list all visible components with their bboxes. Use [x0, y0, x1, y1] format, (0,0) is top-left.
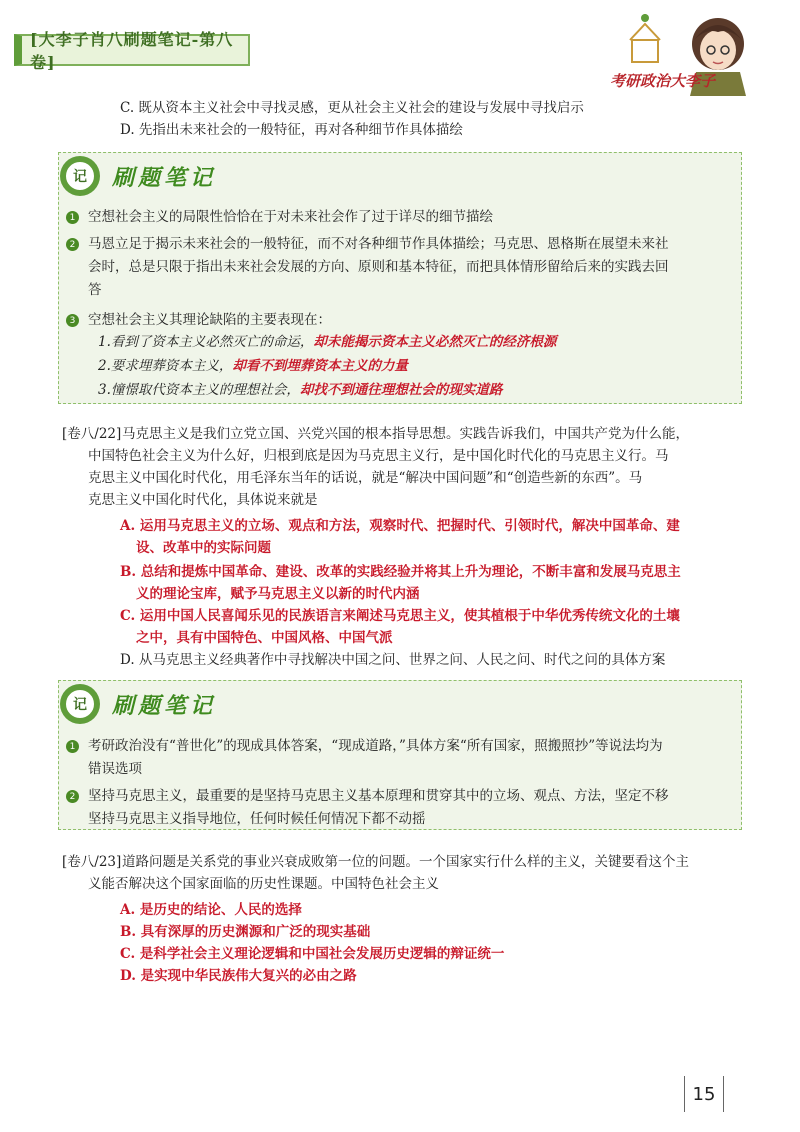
note2-item-2-line-1: 坚持马克思主义，最重要的是坚持马克思主义基本原理和贯穿其中的立场、观点、方法，坚定不移: [88, 788, 669, 804]
note1-sub-1-red: 却未能揭示资本主义必然灭亡的经济根源: [313, 334, 557, 350]
note-heading: 刷题笔记: [112, 692, 217, 719]
q23-option-a: A. 是历史的结论、人民的选择: [120, 902, 302, 918]
note2-item-1-line-1: 考研政治没有“普世化”的现成具体答案，“现成道路，”具体方案“所有国家，照搬照抄”等说法均为: [88, 738, 663, 754]
q22-option-a-line-1: A. 运用马克思主义的立场、观点和方法，观察时代、把握时代、引领时代，解决中国革命、建: [120, 518, 680, 534]
q23-option-b: B. 具有深厚的历史渊源和广泛的现实基础: [120, 924, 371, 940]
note1-sub-2-plain: 2.要求埋葬资本主义，: [98, 358, 233, 374]
logo-text: 考研政治大李子: [610, 72, 716, 90]
note-heading: 刷题笔记: [112, 164, 217, 191]
header-title: [大李子肖八刷题笔记-第八卷]: [30, 30, 234, 72]
note1-item-2-line-1: 马恩立足于揭示未来社会的一般特征，而不对各种细节作具体描绘；马克思、恩格斯在展望未来社: [88, 236, 669, 252]
q22-option-b-line-1: B. 总结和提炼中国革命、建设、改革的实践经验并将其上升为理论，不断丰富和发展马克思主: [120, 564, 681, 580]
note2-item-2-line-2: 坚持马克思主义指导地位，任何时候任何情况下都不动摇: [88, 811, 426, 827]
note1-sub-3-plain: 3.憧憬取代资本主义的理想社会，: [98, 382, 300, 398]
q22-stem-line-3: 克思主义中国化时代化，用毛泽东当年的话说，就是“解决中国问题”和“创造些新的东西”。马: [88, 470, 643, 486]
q22-option-b-line-2: 义的理论宝库，赋予马克思主义以新的时代内涵: [136, 586, 420, 602]
note2-item-1-line-2: 错误选项: [88, 761, 142, 777]
note1-sub-3: [98, 380, 502, 400]
q22-tag: [卷八/22]: [62, 426, 122, 442]
note1-sub-2-red: 却看不到埋葬资本主义的力量: [232, 358, 408, 374]
note1-number-1: 1: [66, 211, 79, 224]
q22-option-d: D. 从马克思主义经典著作中寻找解决中国之问、世界之问、人民之问、时代之问的具体方案: [120, 652, 666, 668]
note1-item-2-line-2: 会时，总是只限于指出未来社会发展的方向、原则和基本特征，而把具体情形留给后来的实践去回: [88, 259, 669, 275]
document-header: [14, 30, 250, 72]
note1-sub-1-plain: 1.看到了资本主义必然灭亡的命运，: [98, 334, 314, 350]
note-badge: 记: [64, 688, 96, 720]
note-title-1: [60, 156, 216, 196]
q21-option-d: D. 先指出未来社会的一般特征，再对各种细节作具体描绘: [120, 122, 463, 138]
q23-tag: [卷八/23]: [62, 854, 122, 870]
q22-stem-line-2: 中国特色社会主义为什么好，归根到底是因为马克思主义行，是中国化时代化的马克思主义行。马: [88, 448, 669, 464]
note1-item-2-line-3: 答: [88, 282, 102, 298]
q22-stem-line-4: 克思主义中国化时代化，具体说来就是: [88, 492, 318, 508]
note2-number-2: 2: [66, 790, 79, 803]
note-badge: 记: [64, 160, 96, 192]
q23-option-d: D. 是实现中华民族伟大复兴的必由之路: [120, 968, 357, 984]
note1-number-3: 3: [66, 314, 79, 327]
q22-option-c-line-2: 之中，具有中国特色、中国风格、中国气派: [136, 630, 393, 646]
q23-stem-line-1: 道路问题是关系党的事业兴衰成败第一位的问题。一个国家实行什么样的主义，关键要看这个主: [122, 854, 689, 870]
note1-sub-3-red: 却找不到通往理想社会的现实道路: [299, 382, 503, 398]
note-badge-icon: [60, 156, 100, 196]
note1-item-1-line-1: 空想社会主义的局限性恰恰在于对未来社会作了过于详尽的细节描绘: [88, 209, 493, 225]
note1-number-2: 2: [66, 238, 79, 251]
q21-option-c: C. 既从资本主义社会中寻找灵感，更从社会主义社会的建设与发展中寻找启示: [120, 100, 584, 116]
q23-option-c: C. 是科学社会主义理论逻辑和中国社会发展历史逻辑的辩证统一: [120, 946, 505, 962]
q23-stem-line-2: 义能否解决这个国家面临的历史性课题。中国特色社会主义: [88, 876, 439, 892]
note-badge-icon: [60, 684, 100, 724]
q22-stem-line-1: 马克思主义是我们立党立国、兴党兴国的根本指导思想。实践告诉我们，中国共产党为什么能，: [122, 426, 689, 442]
note2-number-1: 1: [66, 740, 79, 753]
note-title-2: [60, 684, 216, 724]
page-number: 15: [684, 1076, 724, 1112]
q22-option-c-line-1: C. 运用中国人民喜闻乐见的民族语言来阐述马克思主义，使其植根于中华优秀传统文化的土壤: [120, 608, 680, 624]
note1-sub-2: [98, 356, 408, 376]
note1-item-3-line-1: 空想社会主义其理论缺陷的主要表现在：: [88, 312, 331, 328]
note1-sub-1: [98, 332, 556, 352]
q22-option-a-line-2: 设、改革中的实际问题: [136, 540, 271, 556]
